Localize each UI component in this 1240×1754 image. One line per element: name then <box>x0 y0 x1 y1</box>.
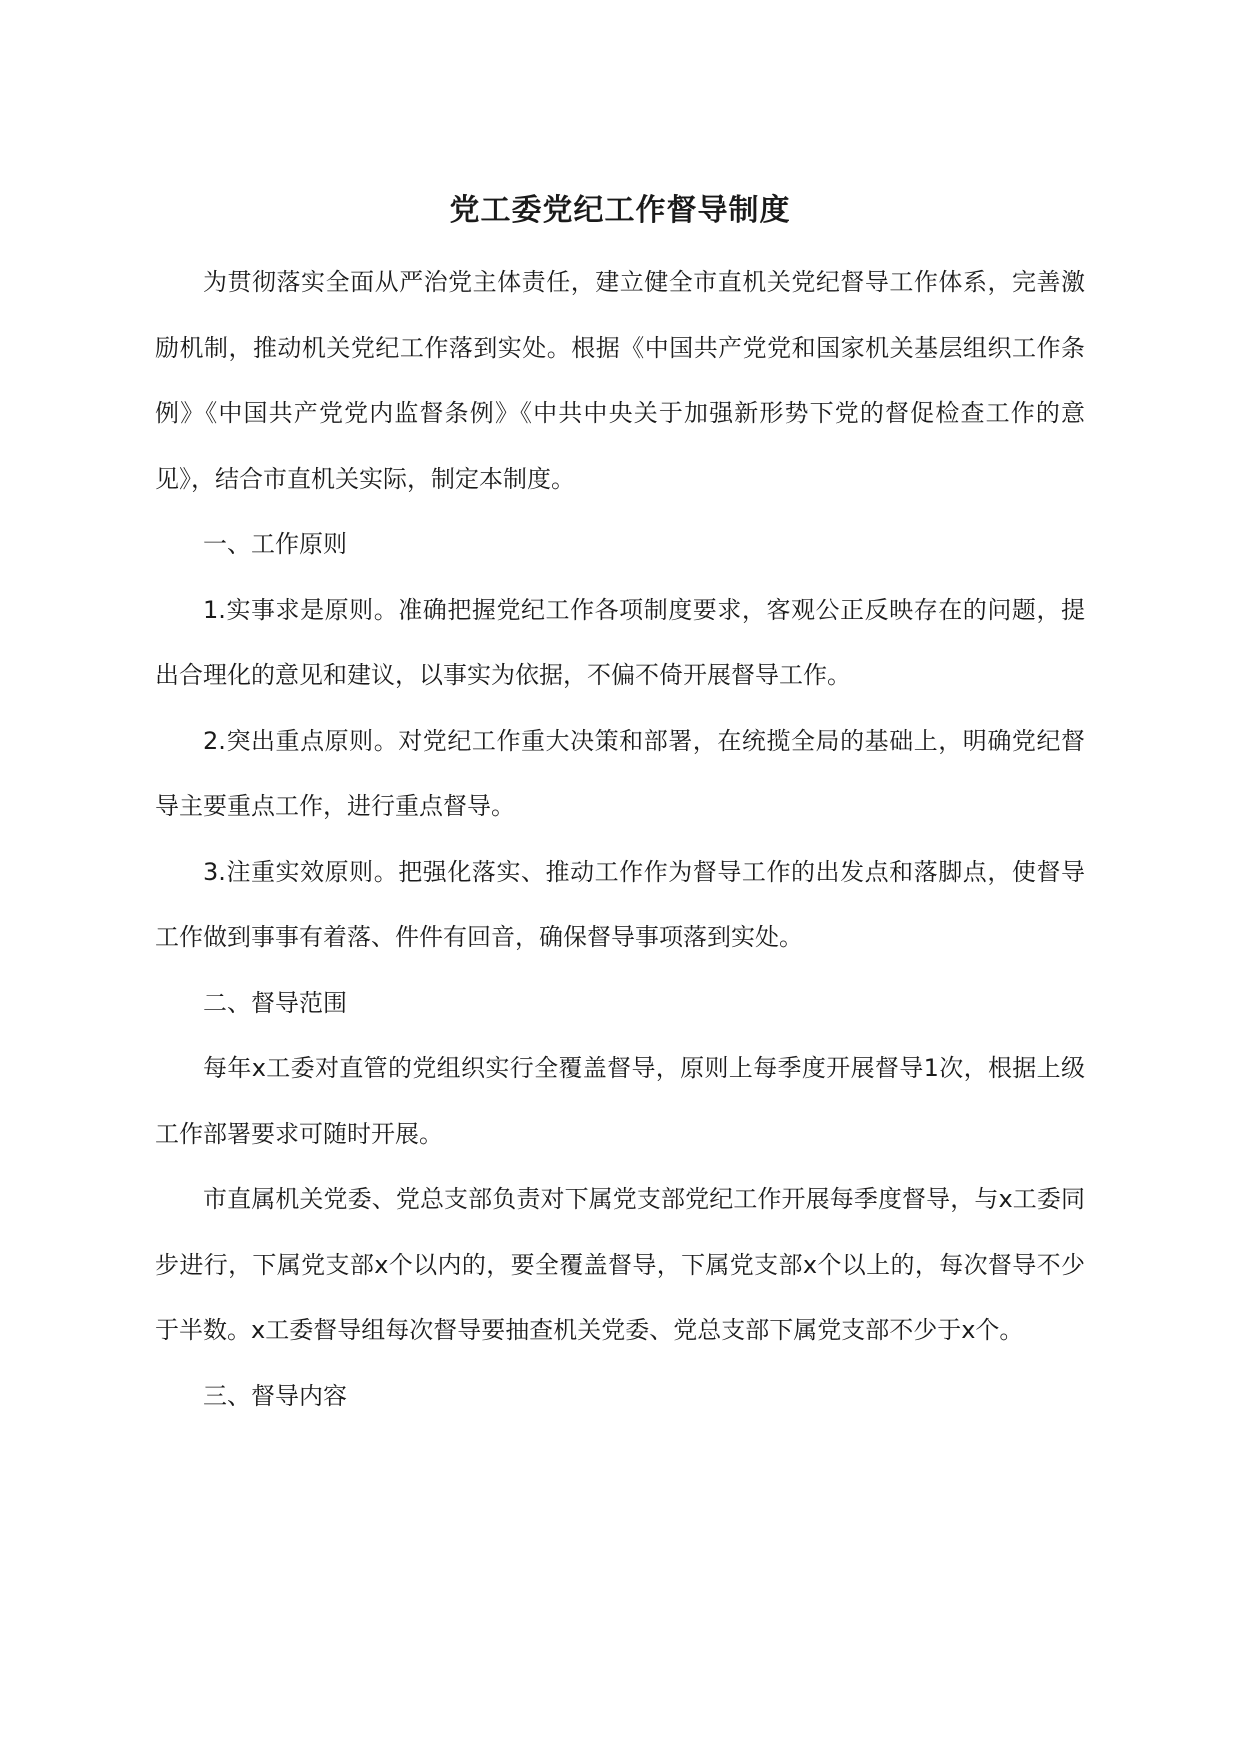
document-title: 党工委党纪工作督导制度 <box>449 193 791 228</box>
paragraph-scope-1: 每年x工委对直管的党组织实行全覆盖督导，原则上每季度开展督导1次，根据上级工作部署要求可随时开展。 <box>155 1054 1085 1148</box>
paragraph-principle-3: 3.注重实效原则。把强化落实、推动工作作为督导工作的出发点和落脚点，使督导工作做到事事有着落、件件有回音，确保督导事项落到实处。 <box>155 857 1085 951</box>
paragraph-principle-1: 1.实事求是原则。准确把握党纪工作各项制度要求，客观公正反映存在的问题，提出合理化的意见和建议，以事实为依据，不偏不倚开展督导工作。 <box>155 595 1085 689</box>
section-heading-scope: 二、督导范围 <box>203 988 347 1017</box>
section-heading-principles: 一、工作原则 <box>203 530 347 558</box>
section-heading-content: 三、督导内容 <box>203 1381 347 1410</box>
paragraph-principle-2: 2.突出重点原则。对党纪工作重大决策和部署，在统揽全局的基础上，明确党纪督导主要重点工作，进行重点督导。 <box>155 726 1085 820</box>
document-page <box>155 188 1085 1429</box>
paragraph-intro: 为贯彻落实全面从严治党主体责任，建立健全市直机关党纪督导工作体系，完善激励机制，推动机关党纪工作落到实处。根据《中国共产党党和国家机关基层组织工作条例》《中国共产党党内监督条例》《中共中央关于加强新形势下党的督促检查工作的意见》，结合市直机关实际，制定本制度。 <box>155 268 1085 493</box>
paragraph-scope-2: 市直属机关党委、党总支部负责对下属党支部党纪工作开展每季度督导，与x工委同步进行，下属党支部x个以内的，要全覆盖督导，下属党支部x个以上的，每次督导不少于半数。x工委督导组每次督导要抽查机关党委、党总支部下属党支部不少于x个。 <box>155 1185 1085 1344</box>
